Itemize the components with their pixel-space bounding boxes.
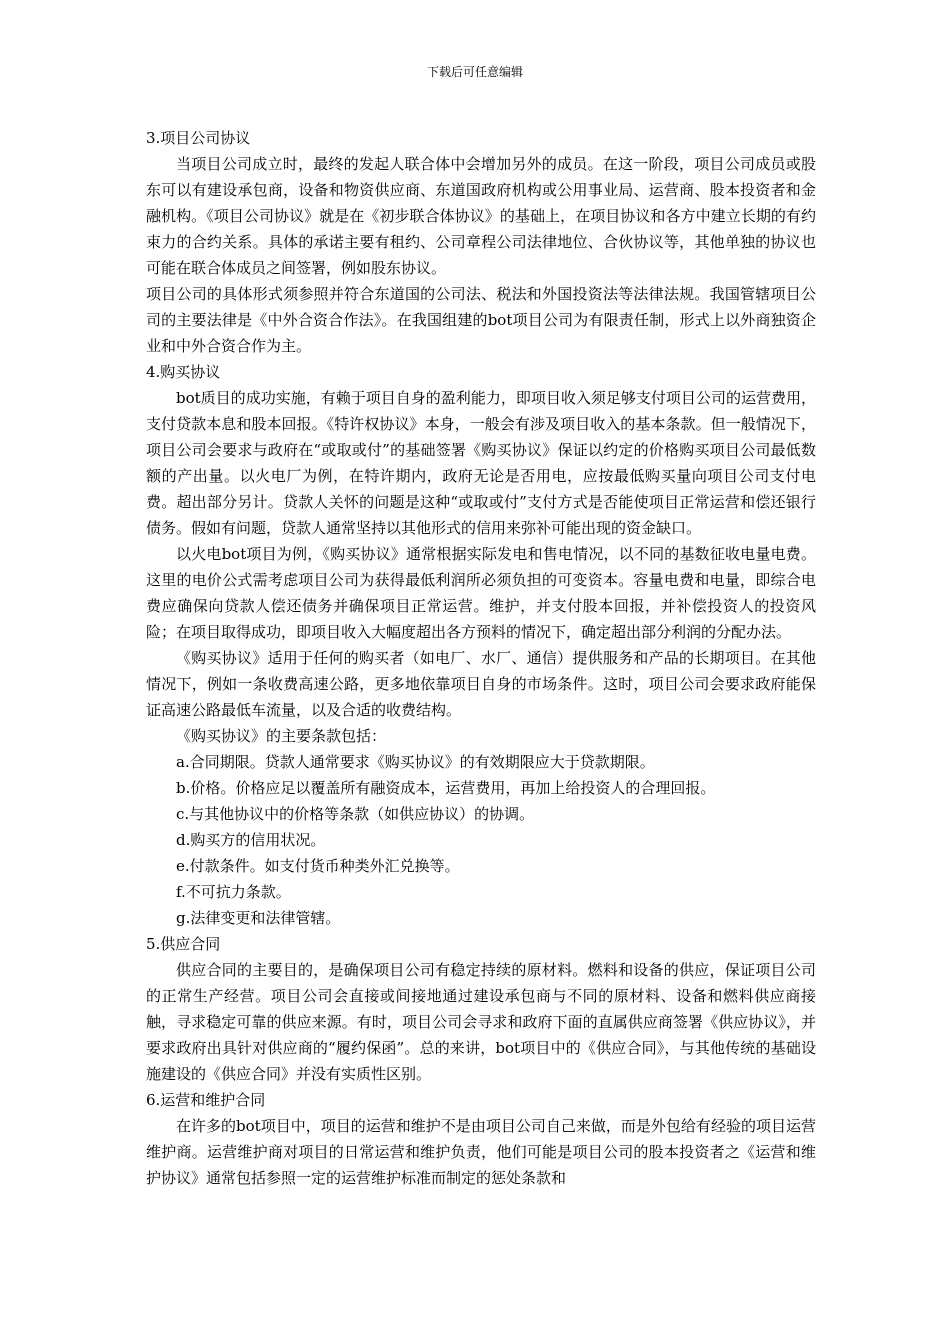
paragraph: 供应合同的主要目的，是确保项目公司有稳定持续的原材料。燃料和设备的供应，保证项目公司的正常生产经营。项目公司会直接或间接地通过建设承包商与不同的原材料、设备和燃料供应商接触，寻求稳定可靠的供应来源。有时，项目公司会寻求和政府下面的直属供应商签署《供应协议》，并要求政府出具针对供应商的“履约保函”。总的来讲，bot项目中的《供应合同》，与其他传统的基础设施建设的《供应合同》并没有实质性区别。 (146, 961, 816, 1083)
list-item: d.购买方的信用状况。 (176, 831, 326, 849)
heading-project-company-agreement: 3.项目公司协议 (146, 129, 251, 147)
page-header: 下载后可任意编辑 (426, 65, 523, 79)
list-item: b.价格。价格应足以覆盖所有融资成本，运营费用，再加上给投资人的合理回报。 (176, 779, 716, 797)
list-item: g.法律变更和法律管辖。 (176, 909, 341, 927)
paragraph: 在许多的bot项目中，项目的运营和维护不是由项目公司自己来做，而是外包给有经验的项目运营维护商。运营维护商对项目的日常运营和维护负责，他们可能是项目公司的股本投资者之《运营和维护协议》通常包括参照一定的运营维护标准而制定的惩处条款和 (146, 1117, 816, 1187)
document-body (146, 125, 816, 1191)
paragraph: 当项目公司成立时，最终的发起人联合体中会增加另外的成员。在这一阶段，项目公司成员或股东可以有建设承包商，设备和物资供应商、东道国政府机构或公用事业局、运营商、股本投资者和金融机构。《项目公司协议》就是在《初步联合体协议》的基础上，在项目协议和各方中建立长期的有约束力的合约关系。具体的承诺主要有租约、公司章程公司法律地位、合伙协议等，其他单独的协议也可能在联合体成员之间签署，例如股东协议。 (146, 155, 816, 277)
list-item: a.合同期限。贷款人通常要求《购买协议》的有效期限应大于贷款期限。 (176, 753, 655, 771)
list-item: e.付款条件。如支付货币种类外汇兑换等。 (176, 857, 460, 875)
paragraph: 《购买协议》适用于任何的购买者（如电厂、水厂、通信）提供服务和产品的长期项目。在其他情况下，例如一条收费高速公路，更多地依靠项目自身的市场条件。这时，项目公司会要求政府能保证高速公路最低车流量，以及合适的收费结构。 (146, 649, 816, 719)
paragraph: 项目公司的具体形式须参照并符合东道国的公司法、税法和外国投资法等法律法规。我国管辖项目公司的主要法律是《中外合资合作法》。在我国组建的bot项目公司为有限责任制，形式上以外商独资企业和中外合资合作为主。 (146, 285, 816, 355)
paragraph: bot质目的成功实施，有赖于项目自身的盈利能力，即项目收入须足够支付项目公司的运营费用，支付贷款本息和股本回报。《特许权协议》本身，一般会有涉及项目收入的基本条款。但一般情况下，项目公司会要求与政府在“或取或付”的基础签署《购买协议》保证以约定的价格购买项目公司最低数额的产出量。以火电厂为例，在特许期内，政府无论是否用电，应按最低购买量向项目公司支付电费。超出部分另计。贷款人关怀的问题是这种“或取或付”支付方式是否能使项目正常运营和偿还银行债务。假如有问题，贷款人通常坚持以其他形式的信用来弥补可能出现的资金缺口。 (146, 389, 816, 537)
heading-operation-maintenance-contract: 6.运营和维护合同 (146, 1091, 266, 1109)
paragraph: 以火电bot项目为例，《购买协议》通常根据实际发电和售电情况，以不同的基数征收电量电费。这里的电价公式需考虑项目公司为获得最低利润所必须负担的可变资本。容量电费和电量，即综合电费应确保向贷款人偿还债务并确保项目正常运营。维护，并支付股本回报，并补偿投资人的投资风险；在项目取得成功，即项目收入大幅度超出各方预料的情况下，确定超出部分利润的分配办法。 (146, 545, 816, 641)
heading-purchase-agreement: 4.购买协议 (146, 363, 221, 381)
list-item: c.与其他协议中的价格等条款（如供应协议）的协调。 (176, 805, 535, 823)
heading-supply-contract: 5.供应合同 (146, 935, 221, 953)
paragraph: 《购买协议》的主要条款包括： (176, 727, 387, 745)
list-item: f.不可抗力条款。 (176, 883, 291, 901)
